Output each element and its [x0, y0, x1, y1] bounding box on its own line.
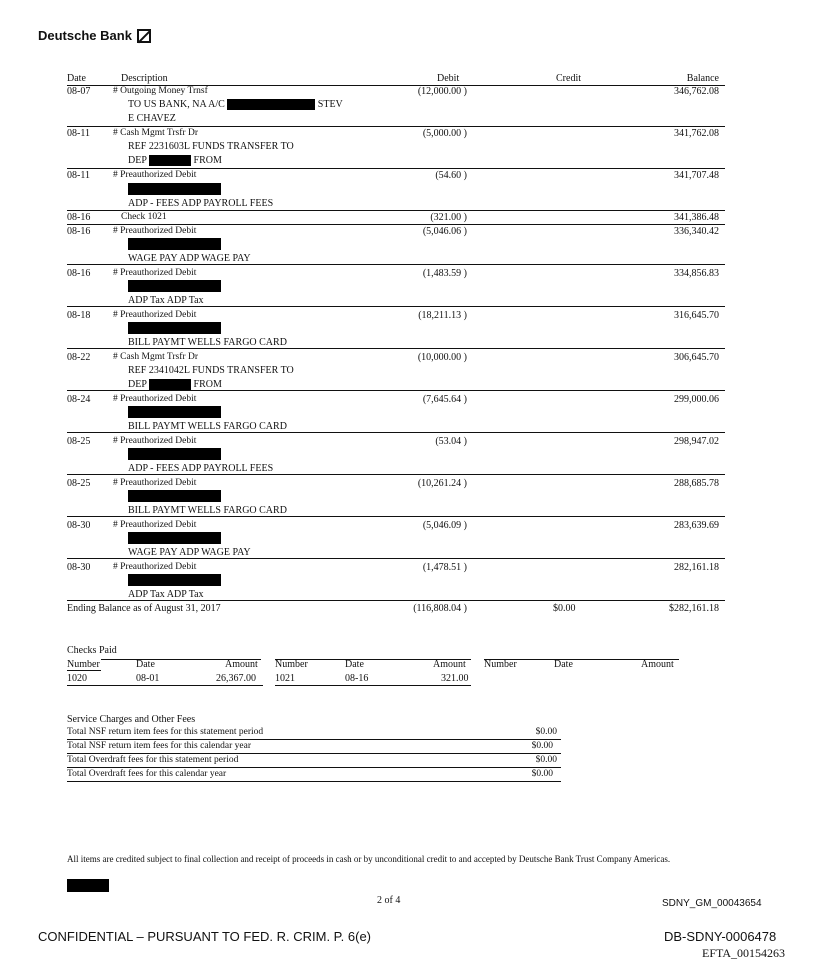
bank-logo [38, 28, 151, 43]
tx-detail: ADP - FEES ADP PAYROLL FEES [128, 463, 274, 474]
fee-row [67, 769, 561, 782]
tx-detail: ADP Tax ADP Tax [128, 589, 204, 600]
fee-value: $0.00 [535, 727, 557, 737]
tx-balance: 283,639.69 [674, 520, 719, 531]
tx-balance: 336,340.42 [674, 226, 719, 237]
redaction [128, 280, 221, 292]
ending-balance: $282,161.18 [669, 603, 719, 614]
transaction-row [67, 478, 725, 517]
transaction-row [67, 310, 725, 349]
checks-header [67, 659, 679, 671]
checks-paid-title: Checks Paid [67, 645, 117, 656]
checks-row [67, 673, 471, 685]
tx-date: 08-11 [67, 170, 90, 181]
redaction [128, 448, 221, 460]
tx-balance: 288,685.78 [674, 478, 719, 489]
tx-date: 08-16 [67, 212, 91, 223]
tx-date: 08-24 [67, 394, 91, 405]
tx-debit: (1,478.51 ) [422, 562, 467, 573]
transaction-row [67, 86, 725, 127]
tx-description: # Cash Mgmt Trsfr Dr [113, 128, 198, 138]
tx-detail: ADP Tax ADP Tax [128, 295, 204, 306]
tx-balance: 346,762.08 [674, 86, 719, 97]
footer-note: All items are credited subject to final collection and receipt of proceeds in cash or by unconditional credit to and accepted by Deutsche Bank Trust Company Americas. [67, 854, 671, 864]
tx-date: 08-07 [67, 86, 91, 97]
tx-balance: 341,386.48 [674, 212, 719, 223]
check-date: 08-01 [136, 673, 160, 684]
checks-col-amount: Amount [641, 659, 674, 670]
transaction-row [67, 352, 725, 391]
tx-debit: (5,046.06 ) [422, 226, 467, 237]
tx-debit: (1,483.59 ) [422, 268, 467, 279]
tx-description: # Preauthorized Debit [113, 226, 197, 236]
checks-col-number: Number [484, 659, 517, 670]
tx-description: # Preauthorized Debit [113, 436, 197, 446]
fee-label: Total NSF return item fees for this calendar year [67, 741, 251, 751]
ending-label: Ending Balance as of August 31, 2017 [67, 603, 221, 614]
tx-date: 08-16 [67, 268, 91, 279]
tx-date: 08-25 [67, 436, 91, 447]
transaction-row [67, 212, 725, 225]
tx-description: # Outgoing Money Trnsf [113, 86, 208, 96]
bates-number: EFTA_00154263 [702, 946, 786, 960]
tx-detail: WAGE PAY ADP WAGE PAY [128, 253, 251, 264]
tx-description: # Preauthorized Debit [113, 478, 197, 488]
tx-debit: (7,645.64 ) [422, 394, 467, 405]
tx-debit: (5,000.00 ) [422, 128, 467, 139]
col-date: Date [67, 73, 86, 84]
fee-value: $0.00 [531, 741, 553, 751]
bank-name: Deutsche Bank [38, 28, 132, 43]
tx-debit: (10,000.00 ) [417, 352, 467, 363]
redaction [149, 155, 191, 166]
tx-description: # Preauthorized Debit [113, 394, 197, 404]
ending-credit: $0.00 [553, 603, 576, 614]
redaction [227, 99, 315, 110]
fee-value: $0.00 [531, 769, 553, 779]
fees-title: Service Charges and Other Fees [67, 714, 196, 725]
tx-debit: (10,261.24 ) [417, 478, 467, 489]
redaction [128, 490, 221, 502]
check-amount: 26,367.00 [216, 673, 256, 684]
tx-date: 08-11 [67, 128, 90, 139]
transaction-row [67, 128, 725, 169]
tx-description: # Preauthorized Debit [113, 268, 197, 278]
col-description: Description [121, 73, 168, 84]
confidential-notice: CONFIDENTIAL – PURSUANT TO FED. R. CRIM. P. 6(e) [38, 929, 372, 944]
transaction-row [67, 226, 725, 265]
deutsche-bank-slash-icon [137, 29, 151, 43]
fee-value: $0.00 [535, 755, 557, 765]
checks-col-date: Date [136, 659, 155, 670]
redaction [128, 574, 221, 586]
tx-debit: (321.00 ) [430, 212, 467, 223]
tx-balance: 316,645.70 [674, 310, 719, 321]
redaction [128, 322, 221, 334]
redaction [128, 183, 221, 195]
tx-balance: 341,762.08 [674, 128, 719, 139]
checks-col-number: Number [275, 659, 308, 670]
fee-row [67, 755, 561, 768]
tx-date: 08-18 [67, 310, 91, 321]
col-debit: Debit [437, 73, 460, 84]
tx-balance: 341,707.48 [674, 170, 719, 181]
tx-date: 08-22 [67, 352, 91, 363]
tx-detail: BILL PAYMT WELLS FARGO CARD [128, 505, 287, 516]
tx-detail: DEP FROM [128, 155, 222, 166]
bates-number: DB-SDNY-0006478 [664, 929, 777, 944]
transaction-row [67, 394, 725, 433]
tx-description: # Preauthorized Debit [113, 562, 197, 572]
tx-detail: TO US BANK, NA A/C STEV [128, 99, 343, 110]
transaction-row [67, 520, 725, 559]
tx-balance: 282,161.18 [674, 562, 719, 573]
check-amount: 321.00 [441, 673, 469, 684]
redaction [128, 406, 221, 418]
ending-debit: (116,808.04 ) [413, 603, 467, 614]
tx-date: 08-30 [67, 562, 91, 573]
checks-col-number: Number [67, 659, 100, 670]
fee-label: Total Overdraft fees for this calendar year [67, 769, 227, 779]
fee-row [67, 727, 561, 740]
tx-balance: 306,645.70 [674, 352, 719, 363]
fee-label: Total Overdraft fees for this statement period [67, 755, 239, 765]
redaction [128, 532, 221, 544]
tx-balance: 334,856.83 [674, 268, 719, 279]
tx-detail: BILL PAYMT WELLS FARGO CARD [128, 337, 287, 348]
checks-col-amount: Amount [433, 659, 466, 670]
tx-debit: (5,046.09 ) [422, 520, 467, 531]
tx-date: 08-16 [67, 226, 91, 237]
bates-number: SDNY_GM_00043654 [662, 898, 762, 909]
tx-debit: (18,211.13 ) [418, 310, 467, 321]
tx-detail: REF 2341042L FUNDS TRANSFER TO [128, 365, 294, 376]
tx-debit: (12,000.00 ) [417, 86, 467, 97]
tx-description: # Preauthorized Debit [113, 310, 197, 320]
check-number: 1020 [67, 673, 87, 684]
tx-detail: BILL PAYMT WELLS FARGO CARD [128, 421, 287, 432]
tx-description: # Preauthorized Debit [113, 170, 197, 180]
transaction-row [67, 436, 725, 475]
tx-balance: 299,000.06 [674, 394, 719, 405]
transaction-row [67, 170, 725, 211]
col-balance: Balance [686, 73, 719, 84]
check-date: 08-16 [345, 673, 369, 684]
redaction [128, 238, 221, 250]
tx-detail: REF 2231603L FUNDS TRANSFER TO [128, 141, 294, 152]
tx-detail: DEP FROM [128, 379, 222, 390]
tx-debit: (54.60 ) [435, 170, 467, 181]
check-number: 1021 [275, 673, 295, 684]
checks-col-date: Date [554, 659, 573, 670]
transaction-row [67, 562, 725, 601]
ending-balance-row [67, 603, 725, 615]
tx-description: # Cash Mgmt Trsfr Dr [113, 352, 198, 362]
tx-detail: ADP - FEES ADP PAYROLL FEES [128, 198, 274, 209]
checks-col-date: Date [345, 659, 364, 670]
col-credit: Credit [556, 73, 581, 84]
tx-description: # Preauthorized Debit [113, 520, 197, 530]
tx-debit: (53.04 ) [435, 436, 467, 447]
tx-balance: 298,947.02 [674, 436, 719, 447]
tx-description: Check 1021 [121, 212, 167, 222]
redaction [67, 879, 109, 892]
page-number: 2 of 4 [377, 895, 401, 906]
tx-detail: E CHAVEZ [128, 113, 176, 124]
tx-detail: WAGE PAY ADP WAGE PAY [128, 547, 251, 558]
fee-label: Total NSF return item fees for this statement period [67, 727, 264, 737]
transaction-row [67, 268, 725, 307]
tx-date: 08-30 [67, 520, 91, 531]
transactions-header [67, 73, 725, 86]
checks-col-amount: Amount [225, 659, 258, 670]
tx-date: 08-25 [67, 478, 91, 489]
redaction [149, 379, 191, 390]
fee-row [67, 741, 561, 754]
